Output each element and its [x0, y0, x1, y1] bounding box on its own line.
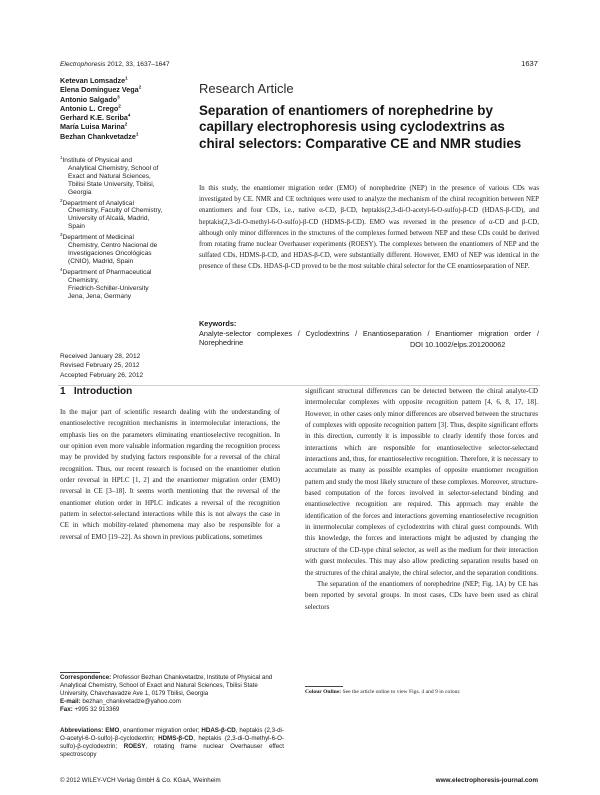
affiliation-line [60, 231, 200, 242]
intro-left-column [60, 407, 280, 543]
author-name: María Luisa Marina [60, 122, 125, 132]
author-affiliation-ref: 1 [125, 75, 128, 81]
author-affiliation-ref: 2 [118, 103, 121, 109]
keywords-text: Analyte-selector complexes / Cyclodextrins / Enantioseparation / Enantiomer migration order / Norephedrine [199, 329, 539, 348]
affiliation-line: Chemistry, Centro Nacional de [68, 242, 158, 250]
affiliation-line [60, 197, 200, 208]
affiliation-line: (CNIO), Madrid, Spain [68, 257, 134, 265]
correspondence-label: Correspondence: [60, 674, 112, 681]
author-affiliation-ref: 1 [135, 131, 139, 137]
author-affiliation-ref: 2 [124, 122, 128, 128]
abbreviation-definition: heptakis (2,3-di-O-acetyl-6-O-sulfo)-β-cyclodextrin; [60, 727, 284, 742]
correspondence [60, 674, 284, 714]
author [60, 122, 210, 131]
affiliation-number: 2 [60, 197, 63, 203]
intro-paragraph: significant structural differences can be detected between the chiral analyte-CD intermolecular complexes with opposite recognition pattern [4, 6, 8, 17, 18]. However, in other cases only minor differences are observed between the structures of complexes with opposite recognition pattern [3]. Thus, despite significant efforts in this direction, currently it is impossible to clearly identify those forces and interactions which are responsible for enantioselective selector-selectand interactions and, thus, for enantioselective recognition. Therefore, it is necessary to accumulate as many as possible examples of opposite enantiomer recognition pattern and study the most likely structure of these complexes. Moreover, structure-based computation of the forces involved in selector-selectand binding and enantioselective recognition are required. This approach may enable the identification of the forces and interactions governing enantioselective recognition in intermolecular complexes of cyclodextrins with chiral guest compounds. With this knowledge, the forces and interactions might be adjusted by changing the structure of the CD-type chiral selector, as well as the medium for their interaction with guest molecules. This may also allow predicting separation results based on the structures of the chiral analyte, the chiral selector, and the separation conditions. [305, 387, 539, 577]
abstract: In this study, the enantiomer migration order (EMO) of norephedrine (NEP) in the presence of various CDs was investigated by CE. NMR and CE techniques were used to analyze the mechanism of the chiral recognition between NEP enantiomers and four CDs, i.e., native α-CD, β-CD, heptakis(2,3-di-O-acetyl-6-O-sulfo)-β-CD (HDAS-β-CD), and heptakis(2,3-di-O-methyl-6-O-sulfo)-β-CD (HDMS-β-CD). EMO was reversed in the presence of α-CD and β-CD, although only minor differences in the structures of the complexes formed between NEP and these CDs could be derived from rotating frame nuclear Overhauser experiments (ROESY). The complexes between the enantiomers of NEP and the sulfated CDs, HDMS-β-CD, and HDAS-β-CD, were substantially different. However, EMO of NEP was identical in the presence of these CDs. HDAS-β-CD proved to be the most suitable chiral selector for the CE enantioseparation of NEP. [199, 185, 539, 271]
author [60, 85, 210, 94]
author-affiliation-ref: 2 [138, 84, 142, 90]
keywords-label: Keywords: [199, 319, 237, 328]
affiliation-line: Chemistry, Faculty of Chemistry, [68, 207, 163, 215]
author-name: Elena Domínguez Vega [60, 85, 139, 95]
abbreviation-definition: enantiomer migration order; [123, 727, 200, 734]
affiliation-text: Department of Medicinal [62, 234, 134, 242]
citation: 2012, 33, 1637–1647 [107, 61, 170, 68]
affiliation [60, 231, 200, 266]
affiliation-line: University of Alcalá, Madrid, [68, 215, 150, 223]
intro-paragraph: In the major part of scientific research dealing with the understanding of enantioselective recognition mechanisms in intermolecular interactions, the emphasis lies on the parameters eliminating enantioselective recognition. In our opinion even more valuable information regarding the recognition process may be provided by studying factors responsible for a reversal of the chiral recognition. Thus, our recent research is focused on the enantiomer elution order reversal in HPLC [1, 2] and the enantiomer migration order (EMO) reversal in CE [3–18]. It seems worth mentioning that the reversal of the enantiomer elution order in HPLC indicates a reversal of the recognition pattern in selector-selectand interactions while this is not always the case in CE in which mobility-related phenomena may also be responsible for a reversal of EMO [19–22]. As shown in previous publications, sometimes [60, 408, 280, 541]
author [60, 113, 210, 122]
fax-number: +995 32 913369 [74, 706, 120, 713]
author-affiliation-ref: 3 [117, 94, 120, 100]
affiliation-line: Investigaciones Oncológicas [68, 249, 152, 257]
article-dates [60, 352, 143, 380]
abbreviation-term: EMO [105, 727, 120, 734]
author-name: Gerhard K.E. Scriba [60, 113, 128, 123]
abbreviation-term: ROESY [123, 743, 146, 750]
intro-right-column [305, 386, 538, 613]
author [60, 95, 210, 104]
author-name: Antonio Salgado [60, 94, 118, 104]
affiliation-number: 4 [60, 266, 63, 272]
received-date: Received January 28, 2012 [60, 353, 141, 360]
author [60, 76, 210, 85]
affiliation-line: Analytical Chemistry, School of [68, 164, 159, 172]
affiliation [60, 266, 200, 301]
affiliation-number: 1 [60, 154, 63, 160]
running-header [60, 61, 170, 68]
article-title: Separation of enantiomers of norephedrine by capillary electrophoresis using cyclodextrins as chiral selectors: Comparative CE and NMR studies [199, 103, 522, 151]
affiliation-text: Department of Analytical [62, 199, 134, 207]
journal-website[interactable]: www.electrophoresis-journal.com [435, 777, 538, 784]
affiliation [60, 197, 200, 232]
author-list [60, 76, 210, 141]
email-label: E-mail: [60, 698, 81, 705]
section-number: 1 [60, 386, 66, 397]
affiliation-text: Department of Pharmaceutical [62, 268, 152, 276]
author-affiliation-ref: 4 [127, 112, 131, 118]
colour-online-note [305, 689, 460, 695]
affiliation-number: 3 [60, 231, 63, 237]
affiliation-line: Jena, Jena, Germany [68, 292, 132, 300]
affiliation-line: Tbilisi State University, Tbilisi, [68, 180, 155, 188]
abbreviation-definition: rotating frame nuclear Overhauser effect spectroscopy [60, 743, 284, 758]
accepted-date: Accepted February 26, 2012 [60, 371, 144, 379]
correspondence-text: Professor Bezhan Chankvetadze, Institute of Physical and Analytical Chemistry, School of Exact and Natural Sciences, Tbilisi State University, Chavchavadze Ave 1, 0179 Tbilisi, Georgia [60, 674, 273, 697]
affiliation-line: Spain [68, 223, 85, 231]
abbreviations: Abbreviations: EMO, enantiomer migration order; HDAS-β-CD, heptakis (2,3-di-O-acetyl-6-O-sulfo)-β-cyclodextrin; HDMS-β-CD, heptakis (2,3-di-O-methyl-6-O-sulfo)-β-cyclodextrin; ROESY, rotating frame nuclear Overhauser effect spectroscopy [60, 727, 284, 758]
journal-name: Electrophoresis [60, 61, 106, 68]
author-name: Ketevan Lomsadze [60, 76, 126, 85]
affiliation-line: Exact and Natural Sciences, [68, 172, 151, 180]
section-title: Introduction [73, 386, 133, 397]
affiliation-line [60, 266, 200, 277]
affiliation-line: Friedrich-Schiller-University [68, 284, 149, 292]
revised-date: Revised February 25, 2012 [60, 362, 140, 370]
affiliation-line [60, 154, 200, 165]
fax-label: Fax: [60, 706, 73, 713]
author [60, 132, 210, 141]
author [60, 104, 210, 113]
affiliation-line: Georgia [68, 188, 92, 196]
abbreviations-label: Abbreviations: [60, 727, 104, 734]
affiliation-line: Chemistry, [68, 276, 100, 284]
section-heading [60, 386, 132, 397]
colour-online-label: Colour Online: [305, 689, 342, 695]
affiliation-list [60, 154, 200, 303]
affiliation-text: Institute of Physical and [62, 157, 133, 164]
abbreviation-term: HDAS-β-CD [201, 727, 236, 734]
abbreviation-term: HDMS-β-CD [158, 735, 194, 742]
email-address[interactable]: bezhan_chankvetadze@yahoo.com [82, 698, 181, 705]
footnote-rule [305, 686, 343, 687]
copyright: © 2012 WILEY-VCH Verlag GmbH & Co. KGaA, Weinheim [60, 777, 221, 784]
author-name: Bezhan Chankvetadze [60, 131, 136, 141]
article-type: Research Article [199, 81, 294, 96]
abbreviation-definition: heptakis (2,3-di-O-methyl-6-O-sulfo)-β-cyclodextrin; [60, 735, 284, 750]
footnote-rule [60, 672, 100, 673]
colour-online-text: See the article online to view Figs. 4 and 9 in colour. [342, 689, 461, 695]
author-name: Antonio L. Crego [60, 103, 119, 113]
page-number: 1637 [521, 59, 538, 68]
affiliation [60, 154, 200, 197]
intro-paragraph: The separation of the enantiomers of norephedrine (NEP; Fig. 1A) by CE has been reported by several groups. In most cases, CDs have been used as chiral selectors [305, 579, 538, 611]
doi: DOI 10.1002/elps.201200062 [410, 340, 506, 349]
